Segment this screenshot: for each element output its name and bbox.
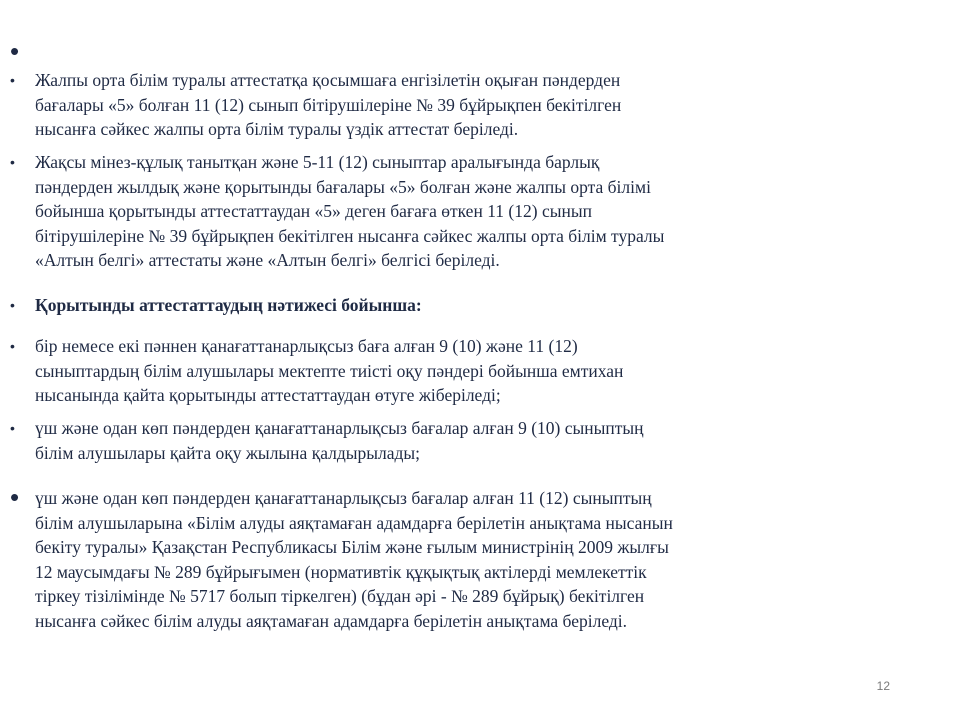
bullet-icon: • xyxy=(10,36,20,66)
text-line: бойынша қорытынды аттестаттаудан «5» деген бағаға өткен 11 (12) сынып xyxy=(35,201,592,221)
text-line: сыныптардың білім алушылары мектепте тиісті оқу пәндері бойынша емтихан xyxy=(35,360,624,381)
text-line: «Алтын белгі» аттестаты және «Алтын белгі» белгісі беріледі. xyxy=(35,250,500,270)
paragraph-text xyxy=(35,150,825,273)
bullet-icon: • xyxy=(10,72,15,88)
bullet-icon: • xyxy=(10,482,20,512)
text-line: Жалпы орта білім туралы аттестатқа қосымшаға енгізілетін оқыған пәндерден xyxy=(35,70,621,90)
text-line: Жақсы мінез-құлық танытқан және 5-11 (12) сыныптар аралығында барлық xyxy=(35,152,600,172)
text-line: Қорытынды аттестаттаудың нәтижесі бойынша: xyxy=(35,295,422,315)
text-line: білім алушыларына «Білім алуды аяқтамаған адамдарға берілетін анықтама нысанын xyxy=(35,512,673,533)
paragraph-text xyxy=(35,486,825,633)
bullet-icon: • xyxy=(10,420,15,436)
text-line: үш және одан көп пәндерден қанағаттанарлықсыз бағалар алған 11 (12) сыныптың xyxy=(35,488,652,508)
bullet-icon: • xyxy=(10,297,15,313)
paragraph-text xyxy=(35,416,825,465)
page-number: 12 xyxy=(876,679,890,693)
paragraph-text xyxy=(35,334,825,408)
text-line: 12 маусымдағы № 289 бұйрығымен (нормативтік құқықтық актілерді мемлекеттік xyxy=(35,561,647,582)
bullet-icon: • xyxy=(10,338,15,354)
text-line: үш және одан көп пәндерден қанағаттанарлықсыз бағалар алған 9 (10) сыныптың xyxy=(35,418,644,438)
text-line: бір немесе екі пәннен қанағаттанарлықсыз баға алған 9 (10) және 11 (12) xyxy=(35,336,578,356)
text-line: нысанында қайта қорытынды аттестаттаудан өтуге жіберіледі; xyxy=(35,385,501,405)
text-line: пәндерден жылдық және қорытынды бағалары «5» болған және жалпы орта білімі xyxy=(35,176,651,197)
bullet-icon: • xyxy=(10,154,15,170)
text-line: нысанға сәйкес білім алуды аяқтамаған адамдарға берілетін анықтама беріледі. xyxy=(35,610,628,631)
section-heading xyxy=(35,293,825,318)
paragraph-text xyxy=(35,68,825,142)
text-line: тіркеу тізілімінде № 5717 болып тіркелген) (бұдан әрі - № 289 бұйрық) бекітілген xyxy=(35,586,645,606)
text-line: білім алушылары қайта оқу жылына қалдырылады; xyxy=(35,442,421,463)
text-line: нысанға сәйкес жалпы орта білім туралы үздік аттестат беріледі. xyxy=(35,119,519,139)
text-line: бітірушілеріне № 39 бұйрықпен бекітілген нысанға сәйкес жалпы орта білім туралы xyxy=(35,225,665,246)
text-line: бағалары «5» болған 11 (12) сынып бітірушілеріне № 39 бұйрықпен бекітілген xyxy=(35,94,622,115)
text-line: бекіту туралы» Қазақстан Республикасы Білім және ғылым министрінің 2009 жылғы xyxy=(35,537,669,557)
